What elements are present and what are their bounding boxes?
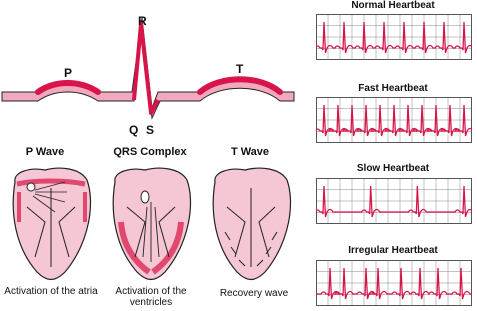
heart-p-wave <box>13 168 90 279</box>
strip-title-normal: Normal Heartbeat <box>351 0 435 11</box>
heart-t-wave <box>213 168 290 279</box>
strip-fast <box>316 97 472 143</box>
qrs-spike <box>134 24 158 113</box>
wave-title-qrs: QRS Complex <box>113 146 187 158</box>
strip-title-fast: Fast Heartbeat <box>358 83 428 94</box>
wave-title-t: T Wave <box>230 146 270 158</box>
ecg-trace <box>316 186 472 217</box>
strip-irregular <box>316 260 472 306</box>
wave-caption-p: Activation of the atria <box>4 286 98 297</box>
strip-title-irregular: Irregular Heartbeat <box>348 245 438 256</box>
strip-normal <box>316 14 472 60</box>
label-s: S <box>146 123 155 137</box>
wave-title-p: P Wave <box>25 146 65 158</box>
strip-title-slow: Slow Heartbeat <box>356 163 430 174</box>
wave-caption-t: Recovery wave <box>219 288 289 299</box>
heart-qrs <box>113 168 190 279</box>
label-q: Q <box>129 123 139 137</box>
label-r: R <box>138 14 147 28</box>
wave-caption-qrs: Activation of the ventricles <box>115 286 187 308</box>
label-p: P <box>64 66 73 80</box>
strip-slow <box>316 178 472 224</box>
label-t: T <box>236 62 244 76</box>
